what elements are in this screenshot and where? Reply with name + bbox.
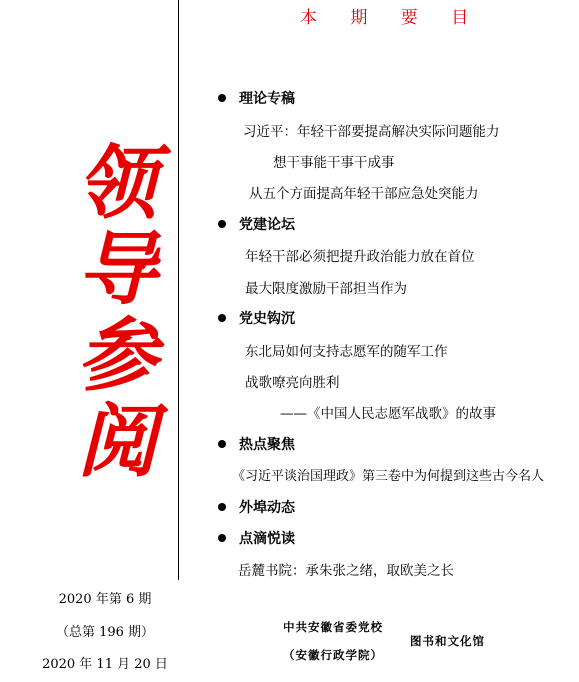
issue-number: 2020 年第 6 期 <box>58 592 152 607</box>
section-label: 点滴悦读 <box>239 531 295 547</box>
toc-item[interactable]: 岳麓书院：承朱张之绪，取欧美之长 <box>238 563 454 579</box>
publisher-subname: （安徽行政学院） <box>283 648 383 662</box>
toc-item[interactable]: 从五个方面提高年轻干部应急处突能力 <box>249 186 479 202</box>
bullet-icon <box>218 503 226 511</box>
toc-title: 本 期 要 目 <box>300 8 483 28</box>
bullet-icon <box>218 534 226 542</box>
section-label: 党建论坛 <box>239 217 295 233</box>
masthead-char-3: 参 <box>77 308 157 402</box>
section-label: 外埠动态 <box>239 500 295 516</box>
issue-date: 2020 年 11 月 20 日 <box>42 657 168 672</box>
masthead <box>62 136 172 488</box>
section-label: 热点聚焦 <box>239 437 295 453</box>
masthead-char-4: 阅 <box>77 394 157 488</box>
bullet-icon <box>218 94 226 102</box>
bullet-icon <box>218 314 226 322</box>
section-hot-topics <box>218 434 295 454</box>
toc-item[interactable]: 年轻干部必须把提升政治能力放在首位 <box>245 249 475 265</box>
toc-item[interactable]: 习近平：年轻干部要提高解决实际问题能力 <box>243 124 500 140</box>
toc-item[interactable]: 想干事能干事干成事 <box>273 155 395 171</box>
issue-total: （总第 196 期） <box>55 625 155 640</box>
column-divider <box>178 0 179 580</box>
section-reading <box>218 528 295 548</box>
toc-item[interactable]: 《习近平谈治国理政》第三卷中为何提到这些古今名人 <box>232 469 545 484</box>
section-party-history <box>218 308 295 328</box>
publisher-dept: 图书和文化馆 <box>410 634 485 648</box>
bullet-icon <box>218 440 226 448</box>
section-party-forum <box>218 214 295 234</box>
toc-item[interactable]: 战歌嘹亮向胜利 <box>245 375 340 391</box>
publisher-name: 中共安徽省委党校 <box>283 620 383 634</box>
masthead-char-2: 导 <box>77 222 157 316</box>
section-external-news <box>218 497 295 517</box>
toc-item[interactable]: ——《中国人民志愿军战歌》的故事 <box>280 406 496 422</box>
masthead-char-1: 领 <box>77 136 157 230</box>
section-theory <box>218 88 295 108</box>
toc-item[interactable]: 最大限度激励干部担当作为 <box>245 281 407 297</box>
bullet-icon <box>218 220 226 228</box>
section-label: 党史钩沉 <box>239 311 295 327</box>
section-label: 理论专稿 <box>239 91 295 107</box>
toc-item[interactable]: 东北局如何支持志愿军的随军工作 <box>245 344 448 360</box>
